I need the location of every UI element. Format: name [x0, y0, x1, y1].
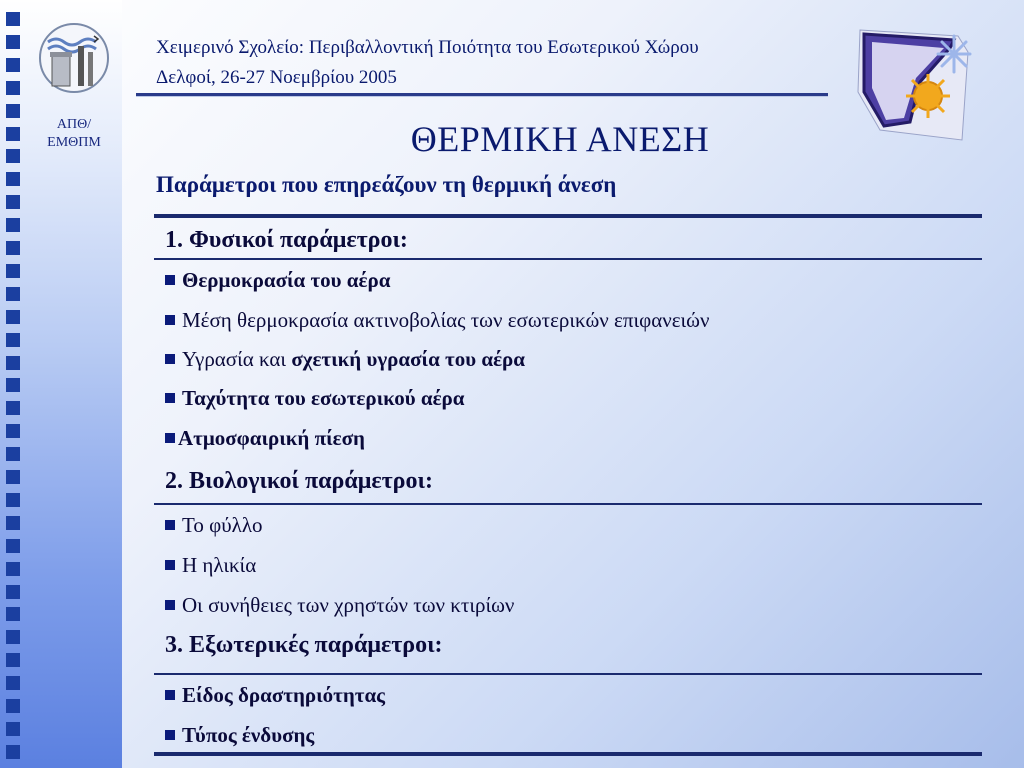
section-heading: 3. Εξωτερικές παράμετροι: — [165, 632, 443, 658]
section-1-rule — [154, 258, 982, 260]
strip-square — [6, 539, 20, 553]
sidebar-square-strip — [6, 0, 22, 768]
list-item: Υγρασία και σχετική υγρασία του αέρα — [165, 347, 525, 372]
strip-square — [6, 104, 20, 118]
strip-square — [6, 172, 20, 186]
strip-square — [6, 218, 20, 232]
slide-title: ΘΕΡΜΙΚΗ ΑΝΕΣΗ — [410, 119, 710, 159]
strip-square — [6, 127, 20, 141]
table-bottom-rule — [154, 752, 982, 756]
square-bullet-icon — [165, 315, 175, 325]
university-logo-icon — [34, 22, 114, 94]
institution-label: ΑΠΘ/ ΕΜΘΠΜ — [47, 117, 101, 150]
strip-square — [6, 310, 20, 324]
strip-square — [6, 356, 20, 370]
strip-square — [6, 149, 20, 163]
square-bullet-icon — [165, 560, 175, 570]
list-item: Θερμοκρασία του αέρα — [165, 268, 390, 293]
strip-square — [6, 630, 20, 644]
strip-square — [6, 424, 20, 438]
winter-school-emblem-icon — [850, 22, 990, 142]
square-bullet-icon — [165, 690, 175, 700]
strip-square — [6, 585, 20, 599]
section-heading: 2. Βιολογικοί παράμετροι: — [165, 468, 433, 494]
strip-square — [6, 653, 20, 667]
header-divider-shadow — [136, 96, 828, 97]
list-item: Ταχύτητα του εσωτερικού αέρα — [165, 386, 465, 411]
event-title-line: Χειμερινό Σχολείο: Περιβαλλοντική Ποιότητα του Εσωτερικού Χώρου — [156, 37, 699, 58]
square-bullet-icon — [165, 354, 175, 364]
strip-square — [6, 195, 20, 209]
strip-square — [6, 12, 20, 26]
list-item: Μέση θερμοκρασία ακτινοβολίας των εσωτερικών επιφανειών — [165, 308, 710, 333]
strip-square — [6, 447, 20, 461]
strip-square — [6, 241, 20, 255]
strip-square — [6, 722, 20, 736]
list-item: Η ηλικία — [165, 553, 256, 578]
square-bullet-icon — [165, 393, 175, 403]
strip-square — [6, 607, 20, 621]
slide-subtitle: Παράμετροι που επηρεάζουν τη θερμική άνεση — [156, 172, 617, 197]
square-bullet-icon — [165, 520, 175, 530]
section-heading: 1. Φυσικοί παράμετροι: — [165, 227, 408, 253]
event-header — [156, 33, 816, 93]
square-bullet-icon — [165, 600, 175, 610]
strip-square — [6, 264, 20, 278]
table-top-rule — [154, 214, 982, 218]
section-2-rule — [154, 503, 982, 505]
strip-square — [6, 562, 20, 576]
square-bullet-icon — [165, 730, 175, 740]
strip-square — [6, 378, 20, 392]
sidebar — [0, 0, 122, 768]
list-item: Το φύλλο — [165, 513, 263, 538]
strip-square — [6, 470, 20, 484]
list-item: Τύπος ένδυσης — [165, 723, 314, 748]
strip-square — [6, 676, 20, 690]
square-bullet-icon — [165, 433, 175, 443]
event-place-date-line: Δελφοί, 26-27 Νοεμβρίου 2005 — [156, 67, 397, 88]
strip-square — [6, 745, 20, 759]
section-3-rule — [154, 673, 982, 675]
strip-square — [6, 493, 20, 507]
square-bullet-icon — [165, 275, 175, 285]
strip-square — [6, 81, 20, 95]
strip-square — [6, 287, 20, 301]
list-item: Οι συνήθειες των χρηστών των κτιρίων — [165, 593, 514, 618]
strip-square — [6, 699, 20, 713]
strip-square — [6, 58, 20, 72]
strip-square — [6, 401, 20, 415]
strip-square — [6, 35, 20, 49]
list-item: Ατμοσφαιρική πίεση — [165, 426, 365, 451]
strip-square — [6, 516, 20, 530]
strip-square — [6, 333, 20, 347]
list-item: Είδος δραστηριότητας — [165, 683, 385, 708]
